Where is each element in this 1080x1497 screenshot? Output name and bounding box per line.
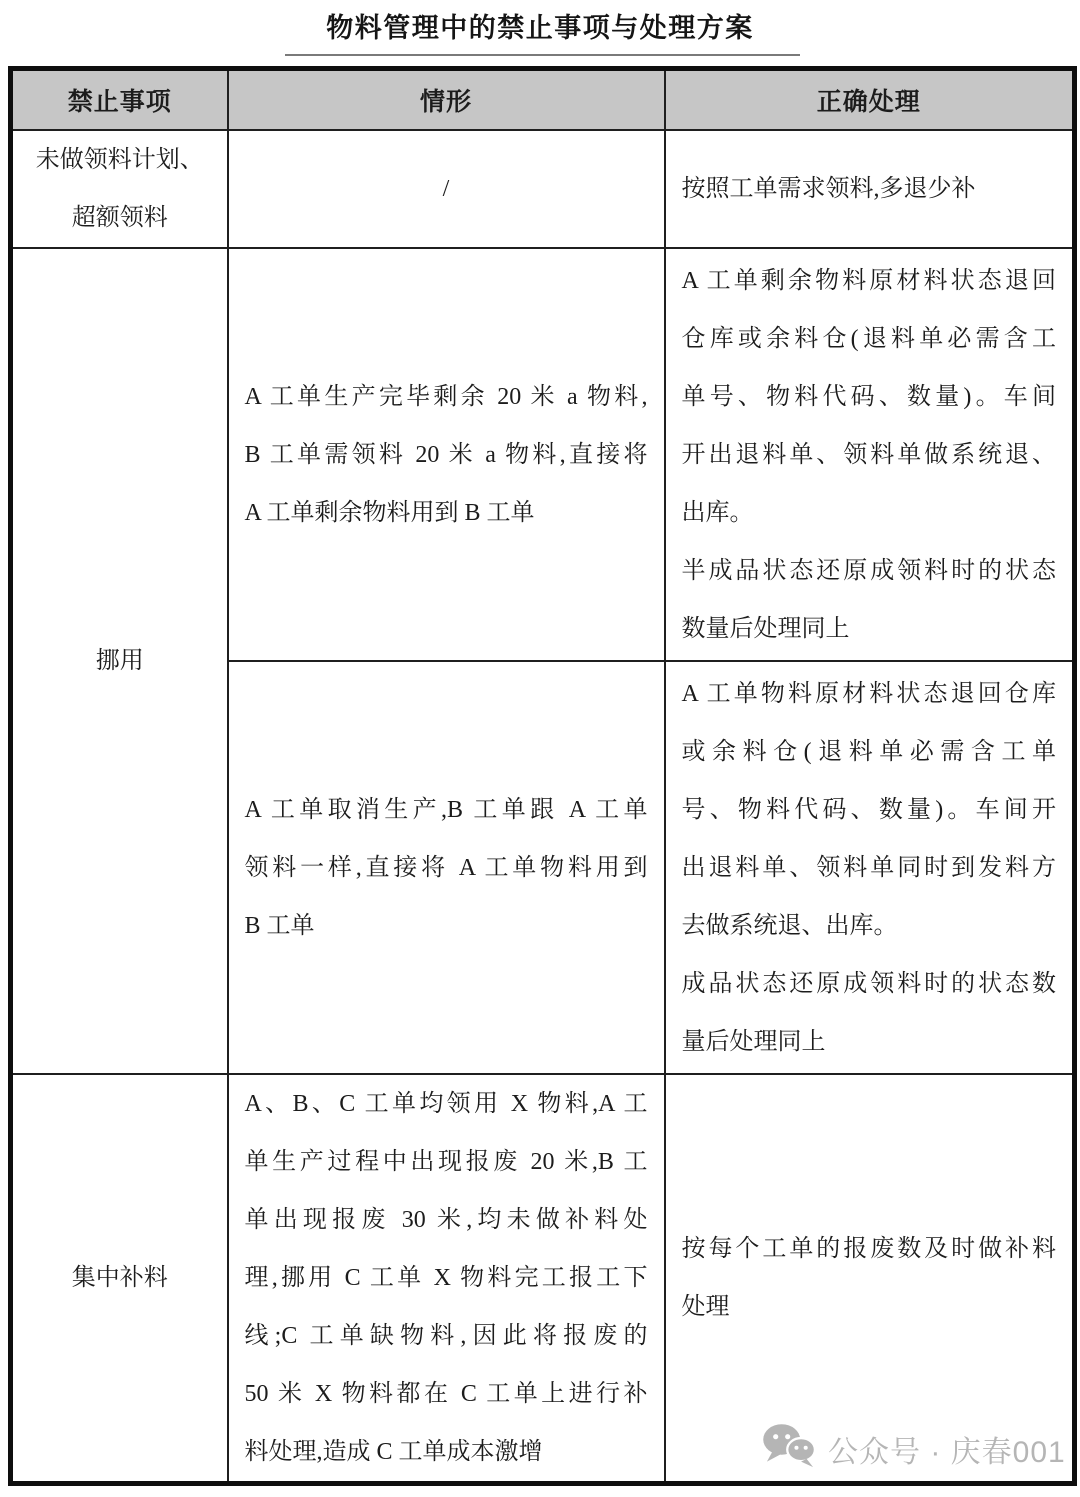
cell-handling-row3: 按每个工单的报废数及时做补料 处理 (665, 1074, 1075, 1484)
cell-item-diversion: 挪用 (11, 248, 228, 1074)
cell-situation-slash: / (228, 130, 665, 248)
wechat-icon (762, 1421, 818, 1477)
table-row (11, 248, 1075, 661)
cell-handling-case-a: A 工单剩余物料原材料状态退回 仓库或余料仓(退料单必需含工 单号、物料代码、数量)。车间 开出退料单、领料单做系统退、 出库。 半成品状态还原成领料时的状态 数量后处理同上 (665, 248, 1075, 661)
cell-situation-case-a: A 工单生产完毕剩余 20 米 a 物料, B 工单需领料 20 米 a 物料,直接将 A 工单剩余物料用到 B 工单 (228, 248, 665, 661)
table-row (11, 130, 1075, 248)
header-situation: 情形 (228, 69, 665, 131)
page-title: 物料管理中的禁止事项与处理方案 (326, 13, 754, 43)
header-correct-handling: 正确处理 (665, 69, 1075, 131)
table-header-row (11, 69, 1075, 131)
cell-handling-row1: 按照工单需求领料,多退少补 (665, 130, 1075, 248)
cell-item-no-plan: 未做领料计划、 超额领料 (11, 130, 228, 248)
cell-item-centralized-replenish: 集中补料 (11, 1074, 228, 1484)
cell-handling-case-b: A 工单物料原材料状态退回仓库 或余料仓(退料单必需含工单 号、物料代码、数量)。车间开 出退料单、领料单同时到发料方 去做系统退、出库。 成品状态还原成领料时的状态数 量后处理同上 (665, 661, 1075, 1074)
cell-situation-row3: A、B、C 工单均领用 X 物料,A 工 单生产过程中出现报废 20 米,B 工 单出现报废 30 米,均未做补料处 理,挪用 C 工单 X 物料完工报工下 线;C 工单缺物料,因此将报废的 50 米 X 物料都在 C 工单上进行补 料处理,造成 C 工单成本激增 (228, 1074, 665, 1484)
cell-situation-case-b: A 工单取消生产,B 工单跟 A 工单 领料一样,直接将 A 工单物料用到 B 工单 (228, 661, 665, 1074)
title-underline (285, 54, 800, 56)
header-prohibited-item: 禁止事项 (11, 69, 228, 131)
watermark (762, 1422, 1066, 1476)
watermark-text: 公众号 · 庆春001 (828, 1436, 1066, 1469)
prohibition-table (8, 66, 1077, 1486)
